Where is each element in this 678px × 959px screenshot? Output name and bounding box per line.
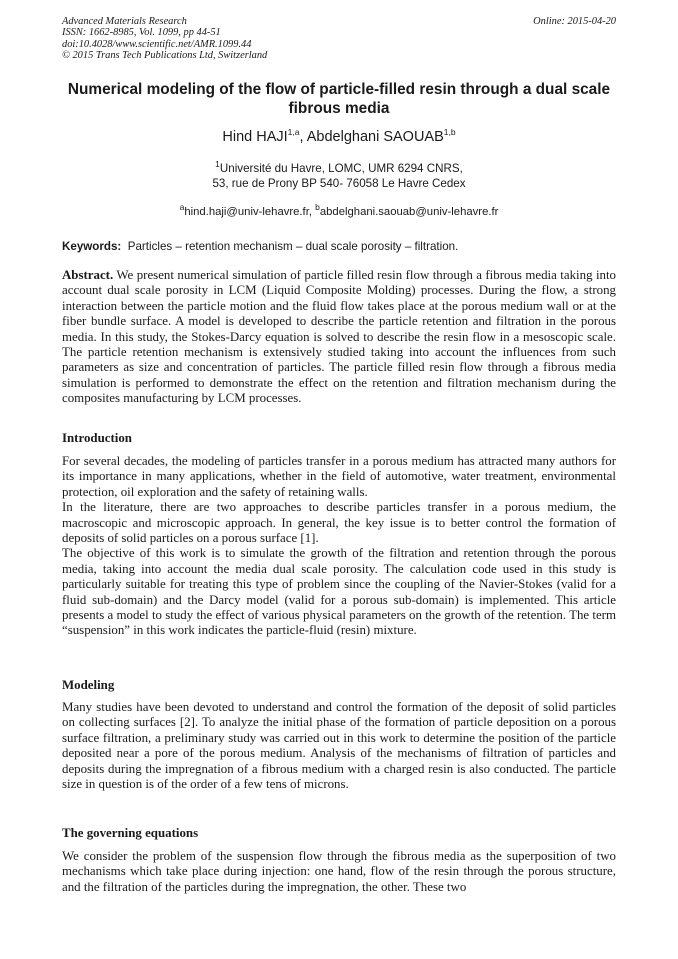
abstract	[62, 268, 616, 407]
author-name: Abdelghani SAOUAB	[306, 129, 444, 145]
keywords	[62, 240, 616, 254]
keywords-text: Particles – retention mechanism – dual scale porosity – filtration.	[127, 240, 459, 253]
abstract-label: Abstract.	[62, 268, 114, 282]
email-link[interactable]: hind.haji@univ-lehavre.fr	[184, 206, 309, 218]
journal-header	[62, 16, 267, 62]
email-list	[62, 202, 616, 219]
introduction-heading: Introduction	[62, 431, 132, 445]
online-date-text: Online: 2015-04-20	[533, 16, 616, 27]
paragraph: For several decades, the modeling of particles transfer in a porous medium has attracted many authors for its importance in many applications, whether in the field of automotive, water treatment, environmental protection, oil exploration and the safety of retaining walls.	[62, 454, 616, 499]
keywords-label: Keywords:	[62, 240, 122, 253]
paragraph: The objective of this work is to simulate the growth of the filtration and retention through the porous media, taking into account the media dual scale porosity. The calculation code used in this study is particularly suitable for treating this type of problem since the coupling of the Navier-Stokes (valid for a fluid sub-domain) and the Darcy model (valid for a porous sub-domain) is implemented. This article presents a model to study the effect of various physical parameters on the growth of the retention. The term “suspension” in this work indicates the particle-fluid (resin) mixture.	[62, 546, 616, 638]
author-affiliation-mark: 1,b	[443, 127, 456, 138]
email-mark: b	[315, 202, 320, 213]
author-name: Hind HAJI	[222, 129, 288, 145]
governing-equations-heading: The governing equations	[62, 826, 199, 840]
affiliation-line-1	[62, 161, 616, 176]
email-separator: ,	[308, 206, 316, 218]
email-link[interactable]: abdelghani.saouab@univ-lehavre.fr	[319, 206, 499, 218]
affiliation-line-2: 53, rue de Prony BP 540- 76058 Le Havre Cedex	[212, 177, 466, 190]
author-affiliation-mark: 1,a	[287, 127, 300, 138]
author-separator: ,	[299, 129, 307, 145]
paragraph: In the literature, there are two approaches to describe particles transfer in a porous medium, the macroscopic and microscopic approach. In general, the key issue is to better control the formation of deposits of solid particles on a porous surface [1].	[62, 500, 616, 546]
modeling-body: Many studies have been devoted to understand and control the formation of the deposit of solid particles on collecting surfaces [2]. To analyze the initial phase of the formation of particle deposition on a porous surface filtration, a preliminary study was carried out in this work to determine the position of the particle deposited near a pore of the porous medium. Analysis of the mechanisms of filtration of particles and deposits during the impregnation of a fibrous medium with a charged resin is also conducted. The particle size in question is of the order of a few tens of microns.	[62, 700, 616, 792]
doi-line: doi:10.4028/www.scientific.net/AMR.1099.44	[62, 38, 252, 50]
abstract-text: We present numerical simulation of particle filled resin flow through a fibrous media taking into account dual scale porosity in LCM (Liquid Composite Molding) processes. During the flow, a strong interaction between the particle motion and the fluid flow takes place at the porous medium wall or at the fiber bundle surface. A model is developed to describe the particle retention and filtration in the porous media. In this study, the Stokes-Darcy equation is solved to describe the resin flow in a mesoscopic scale. The particle retention mechanism is extensively studied taking into account the influences from such parameters as size and concentration of particles. The particle filled resin flow through a fibrous media simulation is performed to demonstrate the effect on the retention and filtration mechanism during the composites manufacturing by LCM processes.	[62, 268, 617, 406]
affiliation	[62, 161, 616, 191]
governing-equations-body: We consider the problem of the suspension flow through the fibrous media as the superposition of two mechanisms which take place during injection: one hand, flow of the resin through the porous structure, and the filtration of the particles during the impregnation, the other. These two	[62, 849, 616, 894]
author-list	[62, 128, 616, 146]
online-date	[533, 16, 616, 27]
affiliation-mark: 1	[215, 159, 220, 170]
email-mark: a	[179, 202, 185, 213]
copyright-line: © 2015 Trans Tech Publications Ltd, Switzerland	[62, 50, 268, 62]
affiliation-text: Université du Havre, LOMC, UMR 6294 CNRS,	[219, 162, 463, 175]
paper-title: Numerical modeling of the flow of particle-filled resin through a dual scale fibrous media	[67, 81, 611, 117]
modeling-heading: Modeling	[62, 678, 115, 692]
introduction-body	[62, 454, 616, 639]
issn-line: ISSN: 1662-8985, Vol. 1099, pp 44-51	[62, 27, 221, 39]
journal-name: Advanced Materials Research	[62, 16, 187, 27]
